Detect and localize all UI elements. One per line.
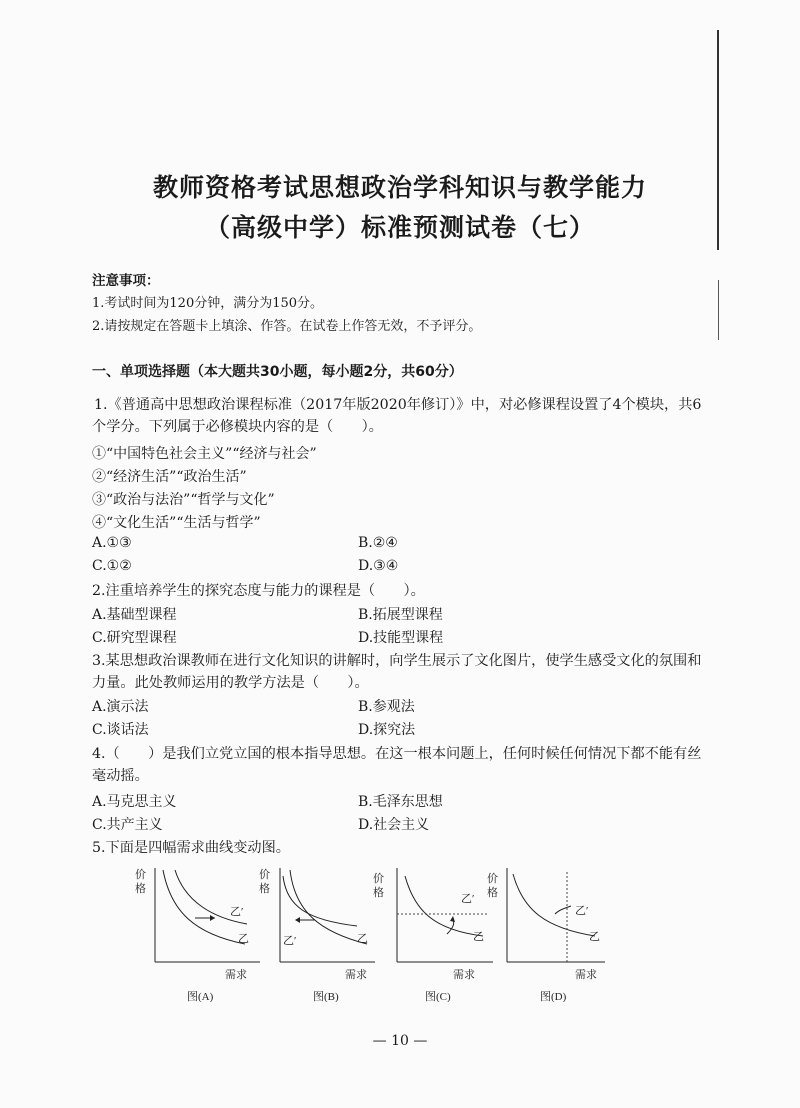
figure-caption: 图(C) xyxy=(425,991,451,1002)
x-axis-label: 需求 xyxy=(225,969,247,981)
y-axis-label: 格 xyxy=(373,887,384,899)
notes-heading: 注意事项： xyxy=(92,273,160,289)
q2-option-b: B.拓展型课程 xyxy=(358,607,443,623)
q3-option-b: B.参观法 xyxy=(358,699,415,715)
curve-label: 乙 xyxy=(238,933,249,945)
note-item: 1.考试时间为120分钟，满分为150分。 xyxy=(92,296,324,311)
q1-sub-option: ③“政治与法治”“哲学与文化” xyxy=(92,492,275,508)
q2-option-a: A.基础型课程 xyxy=(92,607,177,623)
page-number: — 10 — xyxy=(372,1033,428,1049)
x-axis-label: 需求 xyxy=(345,969,367,981)
demand-curve-figures xyxy=(135,862,615,1002)
q3-option-c: C.谈话法 xyxy=(92,722,149,738)
note-item: 2.请按规定在答题卡上填涂、作答。在试卷上作答无效，不予评分。 xyxy=(92,319,482,334)
q4-option-a: A.马克思主义 xyxy=(92,794,177,810)
question-5-stem: 5.下面是四幅需求曲线变动图。 xyxy=(92,840,290,856)
q1-sub-option: ①“中国特色社会主义”“经济与社会” xyxy=(92,446,317,462)
scan-edge-line xyxy=(718,280,719,340)
exam-title-line-2: （高级中学）标准预测试卷（七） xyxy=(204,213,595,242)
q4-option-c: C.共产主义 xyxy=(92,817,163,833)
curve-label: 乙 xyxy=(473,931,484,943)
q1-option-a: A.①③ xyxy=(92,535,132,551)
q3-option-d: D.探究法 xyxy=(358,722,416,738)
q1-sub-option: ④“文化生活”“生活与哲学” xyxy=(92,515,261,531)
q2-option-d: D.技能型课程 xyxy=(358,630,444,646)
curve-label: 乙 xyxy=(357,933,368,945)
x-axis-label: 需求 xyxy=(453,969,475,981)
q2-option-c: C.研究型课程 xyxy=(92,630,177,646)
chart-panel-a xyxy=(135,868,260,1002)
y-axis-label: 价 xyxy=(373,873,384,885)
chart-panel-b xyxy=(259,868,375,1002)
q3-option-a: A.演示法 xyxy=(92,699,149,715)
q4-option-d: D.社会主义 xyxy=(358,817,430,833)
curve-label: 乙′ xyxy=(230,906,244,918)
question-3-stem: 3.某思想政治课教师在进行文化知识的讲解时，向学生展示了文化图片，使学生感受文化的氛围和力量。此处教师运用的教学方法是（ ）。 xyxy=(92,653,702,691)
curve-label: 乙′ xyxy=(283,935,297,947)
x-axis-label: 需求 xyxy=(575,969,597,981)
q1-option-d: D.③④ xyxy=(358,558,399,574)
chart-panel-d xyxy=(487,868,605,1002)
q1-sub-option: ②“经济生活”“政治生活” xyxy=(92,469,247,485)
figure-caption: 图(D) xyxy=(540,991,567,1002)
y-axis-label: 格 xyxy=(487,887,498,899)
curve-label: 乙 xyxy=(589,931,600,943)
y-axis-label: 价 xyxy=(487,873,498,885)
y-axis-label: 价 xyxy=(135,869,146,881)
chart-panel-c xyxy=(373,868,493,1002)
q1-option-b: B.②④ xyxy=(358,535,398,551)
exam-title-line-1: 教师资格考试思想政治学科知识与教学能力 xyxy=(152,173,647,202)
y-axis-label: 格 xyxy=(135,883,146,895)
figure-caption: 图(B) xyxy=(313,991,339,1002)
y-axis-label: 格 xyxy=(259,883,270,895)
curve-label: 乙′ xyxy=(461,893,475,905)
question-2-stem: 2.注重培养学生的探究态度与能力的课程是（ ）。 xyxy=(92,583,425,599)
section-heading: 一、单项选择题（本大题共30小题，每小题2分，共60分） xyxy=(92,364,463,380)
y-axis-label: 价 xyxy=(259,869,270,881)
curve-label: 乙′ xyxy=(575,905,589,917)
q1-option-c: C.①② xyxy=(92,558,132,574)
question-1-stem: 1.《普通高中思想政治课程标准（2017年版2020年修订）》中，对必修课程设置了4个模块，共6个学分。下列属于必修模块内容的是（ ）。 xyxy=(92,397,702,435)
figure-caption: 图(A) xyxy=(187,991,214,1002)
q4-option-b: B.毛泽东思想 xyxy=(358,794,443,810)
question-4-stem: 4.（ ）是我们立党立国的根本指导思想。在这一根本问题上，任何时候任何情况下都不能有丝毫动摇。 xyxy=(92,746,702,784)
